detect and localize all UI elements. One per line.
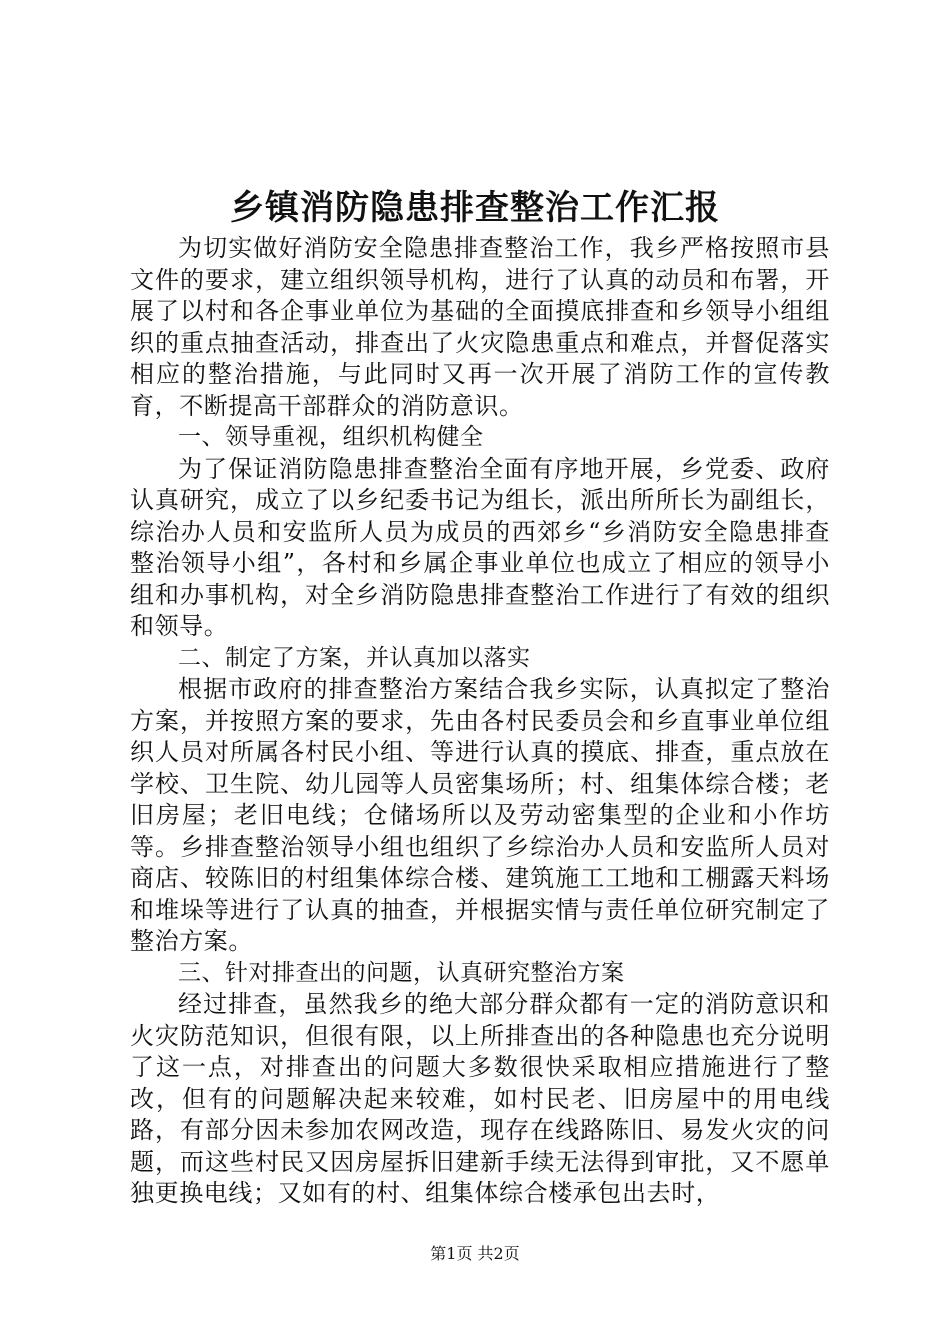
document-body [130, 233, 830, 1210]
section-paragraph-3: 经过排查，虽然我乡的绝大部分群众都有一定的消防意识和火灾防范知识，但很有限，以上所排查出的各种隐患也充分说明了这一点，对排查出的问题大多数很快采取相应措施进行了整改，但有的问题解决起来较难，如村民老、旧房屋中的用电线路，有部分因未参加农网改造，现存在线路陈旧、易发火灾的问题，而这些村民又因房屋拆旧建新手续无法得到审批，又不愿单独更换电线；又如有的村、组集体综合楼承包出去时， [130, 990, 830, 1207]
section-paragraph-1: 为了保证消防隐患排查整治全面有序地开展，乡党委、政府认真研究，成立了以乡纪委书记为组长，派出所所长为副组长，综治办人员和安监所人员为成员的西郊乡“乡消防安全隐患排查整治领导小组”，各村和乡属企事业单位也成立了相应的领导小组和办事机构，对全乡消防隐患排查整治工作进行了有效的组织和领导。 [130, 454, 830, 640]
document-title: 乡镇消防隐患排查整治工作汇报 [230, 188, 720, 228]
section-heading-1: 一、领导重视，组织机构健全 [178, 424, 484, 450]
section-heading-2: 二、制定了方案，并认真加以落实 [178, 644, 531, 671]
page-footer: 第1页 共2页 [430, 1244, 520, 1263]
section-paragraph-2: 根据市政府的排查整治方案结合我乡实际，认真拟定了整治方案，并按照方案的要求，先由各村民委员会和乡直事业单位组织人员对所属各村民小组、等进行认真的摸底、排查，重点放在学校、卫生院、幼儿园等人员密集场所；村、组集体综合楼；老旧房屋；老旧电线；仓储场所以及劳动密集型的企业和小作坊等。乡排查整治领导小组也组织了乡综治办人员和安监所人员对商店、较陈旧的村组集体综合楼、建筑施工工地和工棚露天料场和堆垛等进行了认真的抽查，并根据实情与责任单位研究制定了整治方案。 [130, 675, 830, 955]
section-heading-3: 三、针对排查出的问题，认真研究整治方案 [178, 959, 625, 986]
intro-paragraph: 为切实做好消防安全隐患排查整治工作，我乡严格按照市县文件的要求，建立组织领导机构，进行了认真的动员和布署，开展了以村和各企事业单位为基础的全面摸底排查和乡领导小组组织的重点抽查活动，排查出了火灾隐患重点和难点，并督促落实相应的整治措施，与此同时又再一次开展了消防工作的宣传教育，不断提高干部群众的消防意识。 [130, 234, 830, 420]
